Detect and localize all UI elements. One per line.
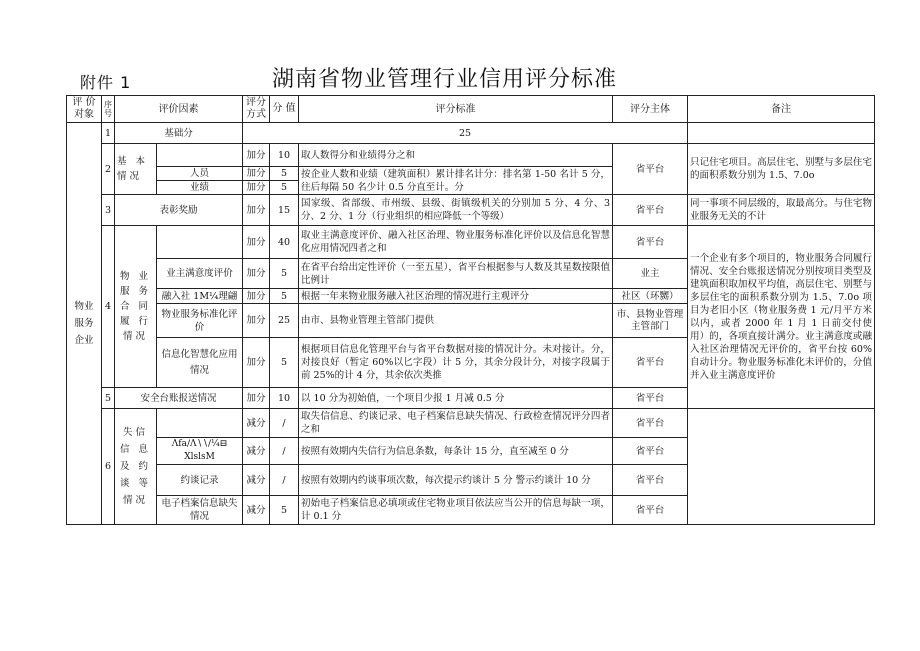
factor-basic-info-blank xyxy=(157,144,243,167)
method: 加分 xyxy=(243,144,270,167)
score: 5 xyxy=(270,289,299,304)
header-score: 分 值 xyxy=(270,96,299,123)
method: 加分 xyxy=(243,195,270,226)
sub-factor-informatization: 信息化智慧化应用情况 xyxy=(157,338,243,388)
method: 减分 xyxy=(243,496,270,525)
factor-base: 基础分 xyxy=(115,123,243,144)
standard: 按照有效期内约谈事项次数，每次提示约谈计 5 分 警示约谈计 10 分 xyxy=(299,465,613,496)
subject: 社区（环嬲） xyxy=(613,289,688,304)
score: 15 xyxy=(270,195,299,226)
standard: 由市、县物业管理主管部门提供 xyxy=(299,304,613,338)
sub-factor-interview: 约谈记录 xyxy=(157,465,243,496)
header-seq: 序号 xyxy=(102,96,115,123)
factor-contract-blank xyxy=(157,226,243,259)
document-title: 湖南省物业管理行业信用评分标准 xyxy=(272,67,618,92)
subject: 省平台 xyxy=(613,409,688,438)
score: 5 xyxy=(270,167,299,181)
annex-label: 附件 1 xyxy=(80,73,132,92)
seq-1: 1 xyxy=(102,123,115,144)
method: 加分 xyxy=(243,167,270,181)
table-row xyxy=(67,123,875,144)
remark: 只记住宅项目。高层住宅、别墅与多层住宅的面积系数分别为 1.5、7.0o xyxy=(688,144,875,195)
remark-empty xyxy=(688,409,875,525)
standard: 根据一年来物业服务融入社区治理的情况进行主观评分 xyxy=(299,289,613,304)
factor-dishonesty-blank xyxy=(157,409,243,438)
score: / xyxy=(270,438,299,465)
header-remark: 备注 xyxy=(688,96,875,123)
standard: 根据项目信息化管理平台与省平台数据对接的情况计分。未对接计。分，对接良好（暂定 60%以匕字段）计 5 分，其余分段计分，对接字段属于前 25%的计 4 分，其余依次类推 xyxy=(299,338,613,388)
score: 5 xyxy=(270,338,299,388)
sub-factor-archive: 电子档案信息缺失情况 xyxy=(157,496,243,525)
score: 5 xyxy=(270,181,299,195)
sub-factor-personnel: 人员 xyxy=(157,167,243,181)
seq-5: 5 xyxy=(102,388,115,409)
header-subject: 评分主体 xyxy=(613,96,688,123)
score: 10 xyxy=(270,144,299,167)
seq-4: 4 xyxy=(102,226,115,388)
header-method: 评分方式 xyxy=(243,96,270,123)
method: 加分 xyxy=(243,388,270,409)
subject: 省平台 xyxy=(613,338,688,388)
target-enterprise: 物业 服务 企业 xyxy=(67,123,102,525)
remark-empty xyxy=(688,123,875,144)
header-target: 评 价 对象 xyxy=(67,96,102,123)
sub-factor-community: 融入社 1M¼理翩 xyxy=(157,289,243,304)
standard: 取业主满意度评价、融入社区治理、物业服务标准化评价以及信息化智慧化应用情况四者之和 xyxy=(299,226,613,259)
subject: 省平台 xyxy=(613,465,688,496)
header-row xyxy=(67,96,875,123)
table-row xyxy=(67,195,875,226)
subject: 省平台 xyxy=(613,195,688,226)
subject: 省平台 xyxy=(613,388,688,409)
header-standard: 评分标准 xyxy=(299,96,613,123)
method: 加分 xyxy=(243,259,270,289)
header-factor: 评价因素 xyxy=(115,96,243,123)
standard: 按企业人数和业绩（建筑面积）累计排名计分：排名第 1-50 名计 5 分，往后每隔 50 名少计 0.5 分直至计。分 xyxy=(299,167,613,195)
table-row xyxy=(67,409,875,438)
sub-factor-dishonesty-info: Λfa∕Λ∖∖∕¼⊟ XlslsM xyxy=(157,438,243,465)
factor-dishonesty: 失信 信 息 及 约 谈 等 情况 xyxy=(115,409,157,525)
score: 40 xyxy=(270,226,299,259)
standard: 国家级、省部级、市州级、县级、街镇级机关的分别加 5 分、4 分、3 分、2 分、1 分（行业组织的相应降低一个等级） xyxy=(299,195,613,226)
score: 25 xyxy=(270,304,299,338)
score: 5 xyxy=(270,496,299,525)
standard: 按照有效期内失信行为信息条数，每条计 15 分，直至减至 0 分 xyxy=(299,438,613,465)
sub-factor-standardization: 物业服务标准化评价 xyxy=(157,304,243,338)
subject: 业主 xyxy=(613,259,688,289)
sub-factor-performance: 业绩 xyxy=(157,181,243,195)
base-score-value: 25 xyxy=(243,123,688,144)
method: 加分 xyxy=(243,304,270,338)
subject: 省平台 xyxy=(613,144,688,195)
scoring-standard-table xyxy=(66,95,875,525)
factor-safety-ledger: 安全台账报送情况 xyxy=(115,388,243,409)
standard: 在省平台给出定性评价（一至五星），省平台根据参与人数及其星数按限值比例计 xyxy=(299,259,613,289)
subject: 省平台 xyxy=(613,226,688,259)
score: 10 xyxy=(270,388,299,409)
table-row xyxy=(67,144,875,167)
seq-6: 6 xyxy=(102,409,115,525)
factor-contract-performance: 物 业 服 务 合 同 履 行 情况 xyxy=(115,226,157,388)
remark: 同一事项不同层级的，取最高分。与住宅物业服务无关的不计 xyxy=(688,195,875,226)
score: / xyxy=(270,409,299,438)
method: 加分 xyxy=(243,289,270,304)
sub-factor-satisfaction: 业主满意度评价 xyxy=(157,259,243,289)
standard: 初始电子档案信息必填项或住宅物业项目依法应当公开的信息每缺一项，计 0.1 分 xyxy=(299,496,613,525)
score: / xyxy=(270,465,299,496)
seq-3: 3 xyxy=(102,195,115,226)
subject: 省平台 xyxy=(613,496,688,525)
method: 减分 xyxy=(243,465,270,496)
factor-basic-info: 基 本 情况 xyxy=(115,144,157,195)
score: 5 xyxy=(270,259,299,289)
factor-awards: 表彰奖励 xyxy=(115,195,243,226)
remark: 一个企业有多个项目的，物业服务合同履行情况、安全台账报送情况分别按项目类型及建筑面积取加权平均值，高层住宅、别墅与多层住宅的面积系数分别为 1.5、7.0o 项目为老旧小区（物业服务费 1 元/月平方米以内，或者 2000 年 1 月 1 日前交付使用）的，各项直接计满分。业主满意度或融入社区治理情况无评价的，省平台按 60%自动计分。物业服务标准化未评价的，分值并入业主满意度评价 xyxy=(688,226,875,409)
standard: 取失信信息、约谈记录、电子档案信息缺失情况、行政检查情况评分四者之和 xyxy=(299,409,613,438)
method: 减分 xyxy=(243,438,270,465)
method: 加分 xyxy=(243,181,270,195)
standard: 取人数得分和业绩得分之和 xyxy=(299,144,613,167)
method: 加分 xyxy=(243,338,270,388)
seq-2: 2 xyxy=(102,144,115,195)
method: 加分 xyxy=(243,226,270,259)
table-row xyxy=(67,226,875,259)
standard: 以 10 分为初始值，一个项目少报 1 月减 0.5 分 xyxy=(299,388,613,409)
method: 减分 xyxy=(243,409,270,438)
subject: 市、县物业管理主管部门 xyxy=(613,304,688,338)
subject: 省平台 xyxy=(613,438,688,465)
